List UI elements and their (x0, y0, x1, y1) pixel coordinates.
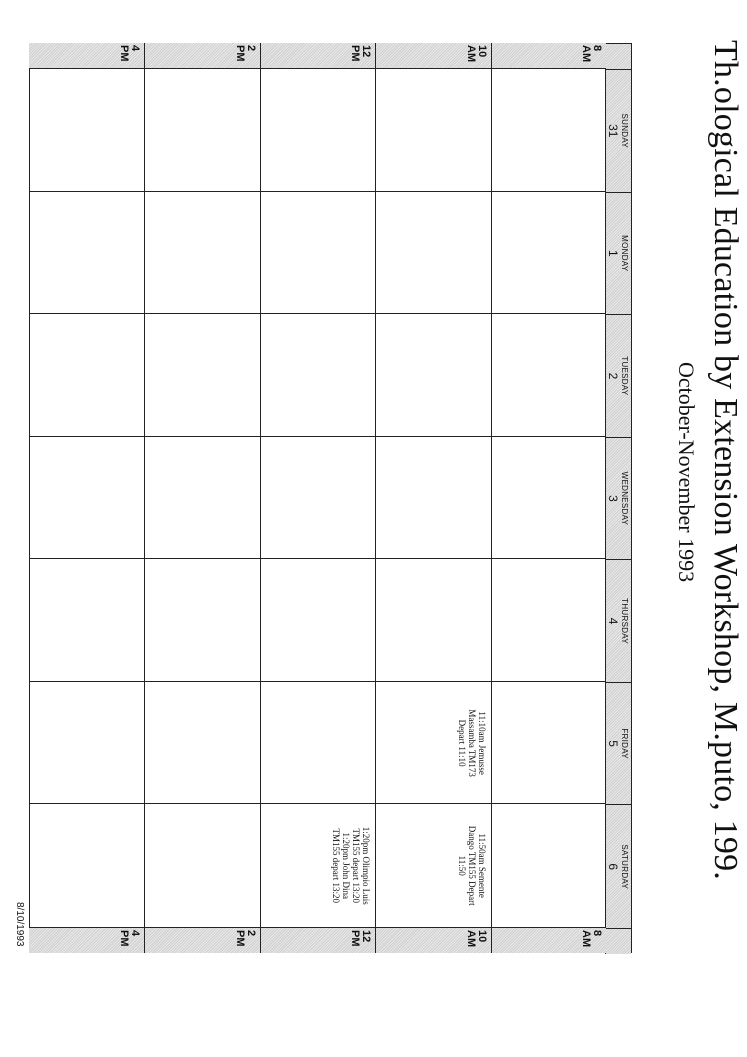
time-label-right (491, 927, 606, 953)
event-line: 1:20pm John Dina (341, 832, 352, 899)
page-subtitle: October-November 1993 (674, 362, 699, 583)
day-slot-cell (29, 314, 144, 437)
time-period: PM (349, 45, 362, 62)
day-slot-cell (491, 682, 606, 805)
day-number: 4 (606, 617, 620, 625)
time-period: AM (580, 930, 592, 948)
day-slot-cell (144, 804, 259, 927)
event-line: Dango TM155 Depart (466, 825, 477, 906)
time-hour: 10 (475, 930, 488, 943)
day-slot-cell (260, 559, 375, 682)
day-slot-cell (260, 192, 375, 315)
time-period: PM (118, 45, 131, 62)
day-number: 3 (606, 495, 620, 502)
event-line: 1:20pm Olimpio Luis (361, 826, 372, 905)
day-slot-cell (144, 314, 259, 437)
day-number: 31 (606, 124, 620, 138)
event-line: Massamba TM173 (466, 709, 477, 777)
day-name: FRIDAY (620, 728, 629, 759)
day-slot-cell (260, 314, 375, 437)
day-slot-cell (29, 69, 144, 192)
day-slot-cell (375, 69, 490, 192)
day-slot-cell (491, 314, 606, 437)
time-period: AM (580, 45, 592, 63)
day-slot-cell (144, 682, 259, 805)
time-label-left (144, 43, 259, 69)
day-name: THURSDAY (620, 598, 629, 644)
event-friday-10am (457, 682, 487, 805)
time-label-left (375, 43, 490, 69)
day-slot-cell (260, 69, 375, 192)
event-line: 11:50 (456, 855, 467, 876)
day-name: MONDAY (620, 235, 629, 272)
time-label-left (260, 43, 375, 69)
day-name: TUESDAY (620, 356, 629, 396)
event-saturday-10am (457, 804, 487, 927)
day-slot-cell (375, 314, 490, 437)
time-period: PM (233, 930, 246, 947)
day-name: WEDNESDAY (620, 471, 629, 526)
time-label-right (29, 927, 144, 953)
event-line: 11:10am Jemusse (476, 711, 487, 775)
day-slot-cell (491, 559, 606, 682)
day-number: 1 (606, 250, 620, 257)
day-number: 6 (606, 863, 620, 871)
day-slot-cell (144, 437, 259, 560)
day-slot-cell (144, 69, 259, 192)
date-stamp: 8/10/1993 (14, 902, 25, 947)
time-label-right (260, 927, 375, 953)
day-slot-cell (144, 192, 259, 315)
time-hour: 4 (129, 45, 142, 52)
time-period: PM (118, 930, 131, 947)
day-slot-cell (144, 559, 259, 682)
day-name: SUNDAY (620, 113, 629, 149)
time-hour: 4 (129, 930, 142, 937)
day-number: 2 (606, 372, 620, 380)
time-label-right (375, 927, 490, 953)
time-hour: 8 (591, 930, 603, 937)
day-slot-cell (29, 559, 144, 682)
day-name: SATURDAY (620, 844, 629, 890)
time-hour: 2 (244, 930, 257, 937)
time-hour: 12 (360, 45, 373, 58)
day-slot-cell (260, 682, 375, 805)
day-slot-cell (29, 192, 144, 315)
day-slot-cell (29, 804, 144, 927)
day-slot-cell (29, 682, 144, 805)
time-label-left (29, 43, 144, 69)
calendar-body (29, 43, 632, 953)
page-title: Th.ological Education by Extension Workshop, M.puto, 199. (707, 40, 744, 881)
day-slot-cell (491, 437, 606, 560)
time-hour: 2 (244, 45, 257, 52)
event-line: TM155 depart 13:20 (351, 828, 362, 903)
day-slot-cell (375, 437, 490, 560)
day-slot-cell (491, 69, 606, 192)
event-line: TM155 depart 13:20 (331, 828, 342, 903)
day-slot-cell (375, 559, 490, 682)
time-period: PM (233, 45, 246, 62)
time-period: AM (464, 45, 477, 63)
time-period: AM (464, 930, 477, 948)
event-saturday-12pm (331, 804, 371, 927)
time-label-right (144, 927, 259, 953)
event-line: 11:50am Semente (476, 833, 487, 898)
day-slot-cell (29, 437, 144, 560)
day-slot-cell (491, 804, 606, 927)
time-hour: 10 (475, 45, 488, 58)
time-hour: 8 (591, 45, 603, 52)
time-period: PM (349, 930, 362, 947)
time-hour: 12 (360, 930, 373, 943)
day-slot-cell (260, 437, 375, 560)
event-line: Depart 11:10 (456, 719, 467, 767)
day-slot-cell (491, 192, 606, 315)
time-label-left (491, 43, 606, 69)
day-number: 5 (606, 740, 620, 747)
day-slot-cell (375, 192, 490, 315)
